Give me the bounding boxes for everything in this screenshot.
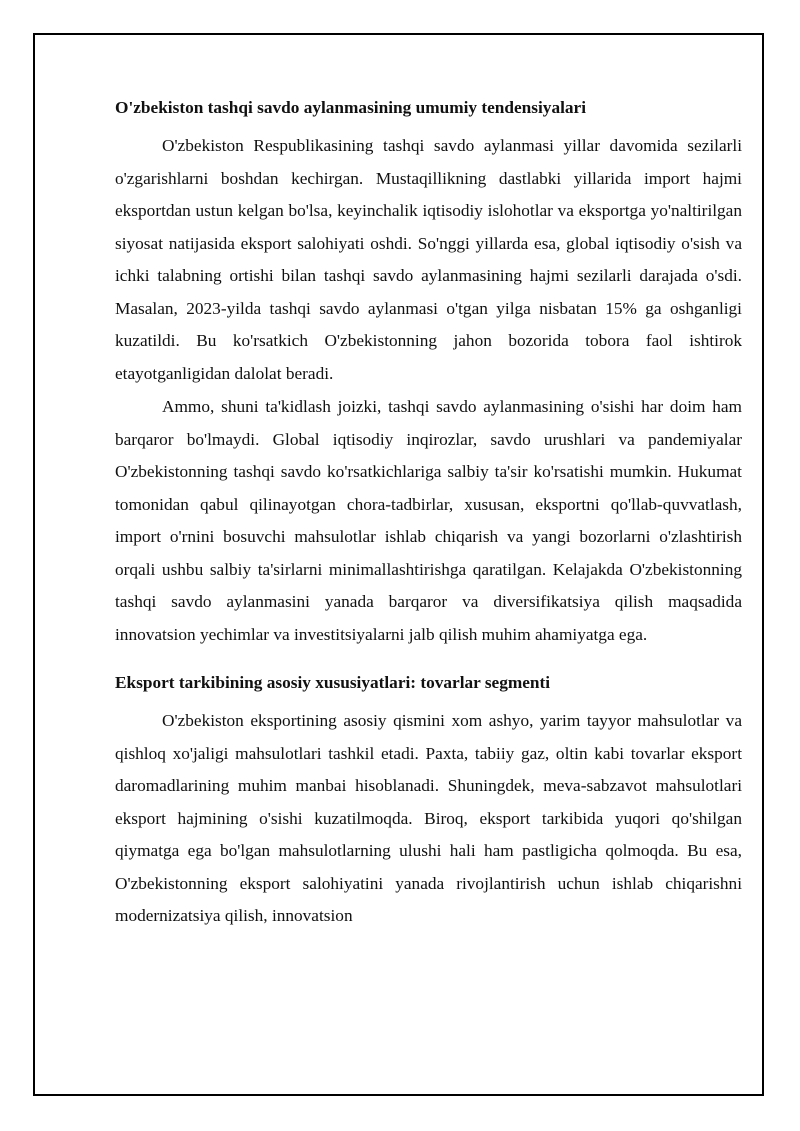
- paragraph-trade-stability: Ammo, shuni ta'kidlash joizki, tashqi savdo aylanmasining o'sishi har doim ham barqaror bo'lmaydi. Global iqtisodiy inqirozlar, savdo urushlari va pandemiyalar O'zbekistonning tashqi savdo ko'rsatkichlariga salbiy ta'sir ko'rsatishi mumkin. Hukumat tomonidan qabul qilinayotgan chora-tadbirlar, xususan, eksportni qo'llab-quvvatlash, import o'rnini bosuvchi mahsulotlar ishlab chiqarish va yangi bozorlarni o'zlashtirish orqali ushbu salbiy ta'sirlarni minimallashtirishga qaratilgan. Kelajakda O'zbekistonning tashqi savdo aylanmasini yanada barqaror va diversifikatsiya qilish maqsadida innovatsion yechimlar va investitsiyalarni jalb qilish muhim ahamiyatga ega.: [115, 397, 742, 644]
- section-heading-trade-trends: O'zbekiston tashqi savdo aylanmasining umumiy tendensiyalari: [115, 98, 587, 117]
- section-heading-export-structure: Eksport tarkibining asosiy xususiyatlari: tovarlar segmenti: [115, 673, 551, 692]
- document-body: [115, 96, 742, 934]
- paragraph-export-goods: O'zbekiston eksportining asosiy qismini xom ashyo, yarim tayyor mahsulotlar va qishloq xo'jaligi mahsulotlari tashkil etadi. Paxta, tabiiy gaz, oltin kabi tovarlar eksport daromadlarining muhim manbai hisoblanadi. Shuningdek, meva-sabzavot mahsulotlari eksport hajmining o'sishi kuzatilmoqda. Biroq, eksport tarkibida yuqori qo'shilgan qiymatga ega bo'lgan mahsulotlarning ulushi hali ham pastligicha qolmoqda. Bu esa, O'zbekistonning eksport salohiyatini yanada rivojlantirish uchun ishlab chiqarishni modernizatsiya qilish, innovatsion: [115, 711, 742, 925]
- paragraph-trade-overview: O'zbekiston Respublikasining tashqi savdo aylanmasi yillar davomida sezilarli o'zgarishlarni boshdan kechirgan. Mustaqillikning dastlabki yillarida import hajmi eksportdan ustun kelgan bo'lsa, keyinchalik iqtisodiy islohotlar va eksportga yo'naltirilgan siyosat natijasida eksport salohiyati oshdi. So'nggi yillarda esa, global iqtisodiy o'sish va ichki talabning ortishi bilan tashqi savdo aylanmasining hajmi sezilarli darajada o'sdi. Masalan, 2023-yilda tashqi savdo aylanmasi o'tgan yilga nisbatan 15% ga oshganligi kuzatildi. Bu ko'rsatkich O'zbekistonning jahon bozorida tobora faol ishtirok etayotganligidan dalolat beradi.: [115, 136, 742, 383]
